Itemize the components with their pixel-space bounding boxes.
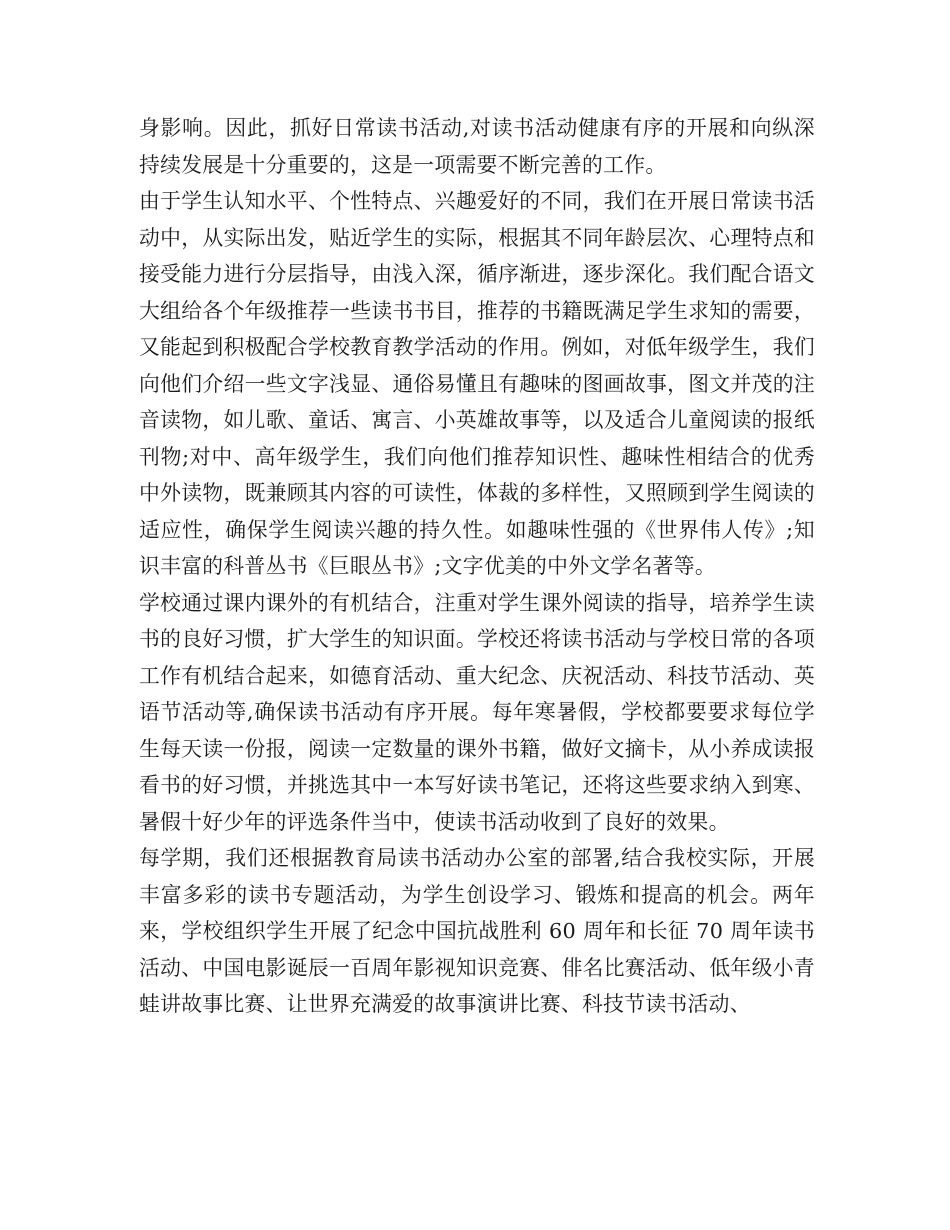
paragraph-4: 每学期，我们还根据教育局读书活动办公室的部署,结合我校实际，开展丰富多彩的读书专题活动，为学生创设学习、锻炼和提高的机会。两年来，学校组织学生开展了纪念中国抗战胜利 60 周年和长征 70 周年读书活动、中国电影诞辰一百周年影视知识竞赛、俳名比赛活动、低年级小青蛙讲故事比赛、让世界充满爱的故事演讲比赛、科技节读书活动、 (139, 846, 815, 1016)
document-body (139, 110, 815, 1023)
paragraph-3: 学校通过课内课外的有机结合，注重对学生课外阅读的指导，培养学生读书的良好习惯，扩大学生的知识面。学校还将读书活动与学校日常的各项工作有机结合起来，如德育活动、重大纪念、庆祝活动、科技节活动、英语节活动等,确保读书活动有序开展。每年寒暑假，学校都要要求每位学生每天读一份报，阅读一定数量的课外书籍，做好文摘卡，从小养成读报看书的好习惯，并挑选其中一本写好读书笔记，还将这些要求纳入到寒、暑假十好少年的评选条件当中，使读书活动收到了良好的效果。 (139, 590, 815, 834)
paragraph-2: 由于学生认知水平、个性特点、兴趣爱好的不同，我们在开展日常读书活动中，从实际出发，贴近学生的实际，根据其不同年龄层次、心理特点和接受能力进行分层指导，由浅入深，循序渐进，逐步深化。我们配合语文大组给各个年级推荐一些读书书目，推荐的书籍既满足学生求知的需要，又能起到积极配合学校教育教学活动的作用。例如，对低年级学生，我们向他们介绍一些文字浅显、通俗易懂且有趣味的图画故事，图文并茂的注音读物，如儿歌、童话、寓言、小英雄故事等，以及适合儿童阅读的报纸刊物;对中、高年级学生，我们向他们推荐知识性、趣味性相结合的优秀中外读物，既兼顾其内容的可读性，体裁的多样性，又照顾到学生阅读的适应性，确保学生阅读兴趣的持久性。如趣味性强的《世界伟人传》;知识丰富的科普丛书《巨眼丛书》;文字优美的中外文学名著等。 (139, 189, 815, 578)
paragraph-1: 身影响。因此，抓好日常读书活动,对读书活动健康有序的开展和向纵深持续发展是十分重要的，这是一项需要不断完善的工作。 (139, 116, 815, 177)
